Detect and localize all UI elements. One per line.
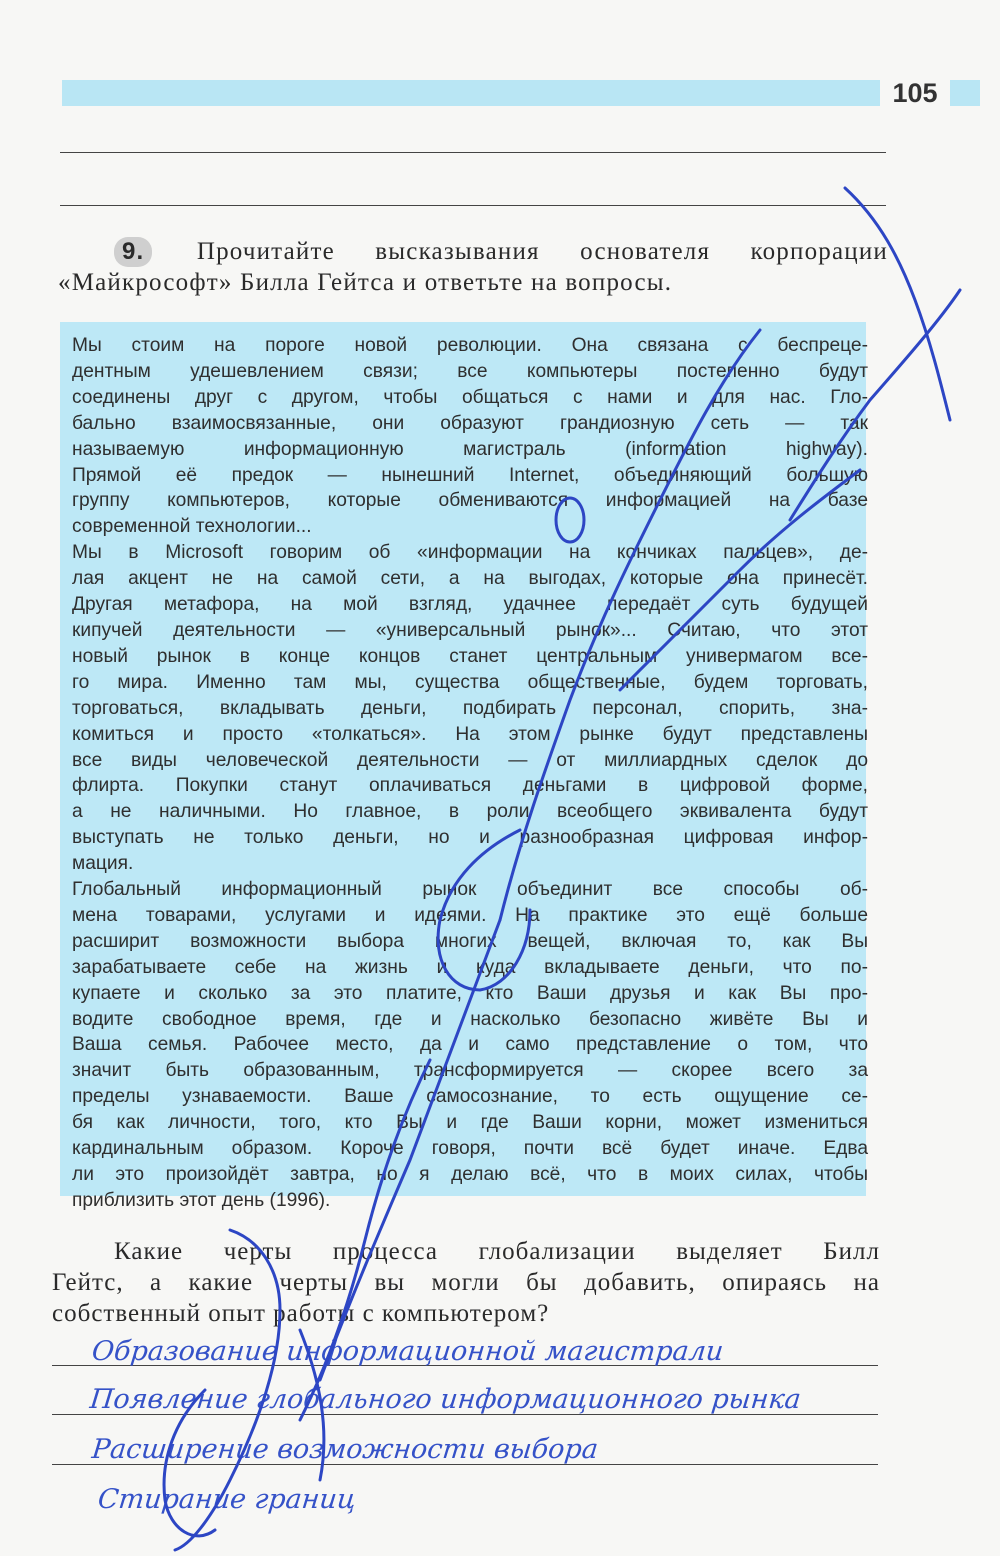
handwritten-answer: Появление глобального информационного рынка [88,1384,803,1415]
quote-line: современной технологии... [72,516,312,538]
quote-line: Глобальный информационный рынок объединит все способы об- [72,879,868,901]
question-line: Гейтс, а какие черты вы могли бы добавить, опираясь на [52,1269,880,1296]
quote-line: комиться и просто «толкаться». На этом рынке будут представлены [72,723,868,745]
quote-line: Мы стоим на пороге новой революции. Она связана с беспреце- [72,335,868,356]
quote-line: приблизить этот день (1996). [72,1189,331,1211]
task-title: Прочитайте высказывания основателя корпорации «Майкрософт» Билла Гейтса и ответьте на вопросы. [58,238,889,296]
task-number: 9. [114,237,152,267]
blank-line [60,205,886,206]
quote-line: Другая метафора, на мой взгляд, удачнее передаёт суть будущей [72,594,868,616]
quote-line: называемую информационную магистраль (information highway). [72,438,868,460]
quote-line: ли это произойдёт завтра, но я делаю всё, что в моих силах, чтобы [72,1164,868,1185]
page-number: 105 [880,76,950,110]
quote-line: Прямой её предок — нынешний Internet, объединяющий большую [72,464,868,486]
handwritten-answer: Стирание границ [96,1484,358,1515]
quote-line: значит быть образованным, трансформируется — скорее всего за [72,1060,868,1082]
quote-line: дентным удешевлением связи; все компьютеры постепенно будут [72,360,868,382]
question-line: собственный опыт работы с компьютером? [52,1300,550,1327]
quote-line: бя как личности, того, кто Вы и где Ваши корни, может измениться [72,1112,868,1134]
quote-line: выступать не только деньги, но и разнообразная цифровая инфор- [72,827,868,849]
quote-line: зарабатываете себе на жизнь и куда вкладываете деньги, что по- [72,956,868,978]
handwritten-answer: Расширение возможности выбора [90,1434,600,1465]
quote-line: мена товарами, услугами и идеями. На практике это ещё больше [72,904,868,926]
quote-line: Ваша семья. Рабочее место, да и само представление о том, что [72,1034,868,1056]
quote-line: пределы узнаваемости. Ваше самосознание, то есть ощущение се- [72,1086,868,1108]
quote-line: новый рынок в конце концов станет центральным универмагом все- [72,645,868,667]
question-line: Какие черты процесса глобализации выделяет Билл [114,1238,880,1265]
question-text [52,1236,880,1329]
quote-line: мация. [72,853,134,875]
quote-line: соединены друг с другом, чтобы общаться с нами и для нас. Гло- [72,386,868,408]
quote-line: группу компьютеров, которые обмениваются информацией на базе [72,490,868,512]
blank-line [60,152,886,153]
quote-line: кипучей деятельности — «универсальный рынок»... Считаю, что этот [72,619,868,641]
handwritten-answer: Образование информационной магистрали [90,1336,725,1367]
quote-line: Мы в Microsoft говорим об «информации на кончиках пальцев», де- [72,542,868,564]
quote-line: лая акцент не на самой сети, а на выгодах, которые она принесёт. [72,568,868,590]
quote-text [72,333,868,1214]
task-heading [58,236,888,298]
quote-line: го мира. Именно там мы, существа общественные, будем торговать, [72,671,868,693]
quote-line: а не наличными. Но главное, в роли всеобщего эквивалента будут [72,801,868,823]
quote-line: бально взаимосвязанные, они образуют грандиозную сеть — так [72,412,868,434]
quote-line: кардинальным образом. Короче говоря, почти всё будет иначе. Едва [72,1138,868,1160]
header-band [62,80,980,106]
quote-line: водите свободное время, где и насколько безопасно живёте Вы и [72,1008,868,1030]
quote-line: все виды человеческой деятельности — от миллиардных сделок до [72,749,868,771]
quote-line: купаете и сколько за это платите, кто Ваши друзья и как Вы про- [72,982,868,1004]
quote-line: флирта. Покупки станут оплачиваться деньгами в цифровой форме, [72,775,868,797]
quote-line: расширит возможности выбора многих вещей, включая то, как Вы [72,930,868,952]
quote-line: торговаться, вкладывать деньги, подбирать персонал, спорить, зна- [72,697,868,719]
